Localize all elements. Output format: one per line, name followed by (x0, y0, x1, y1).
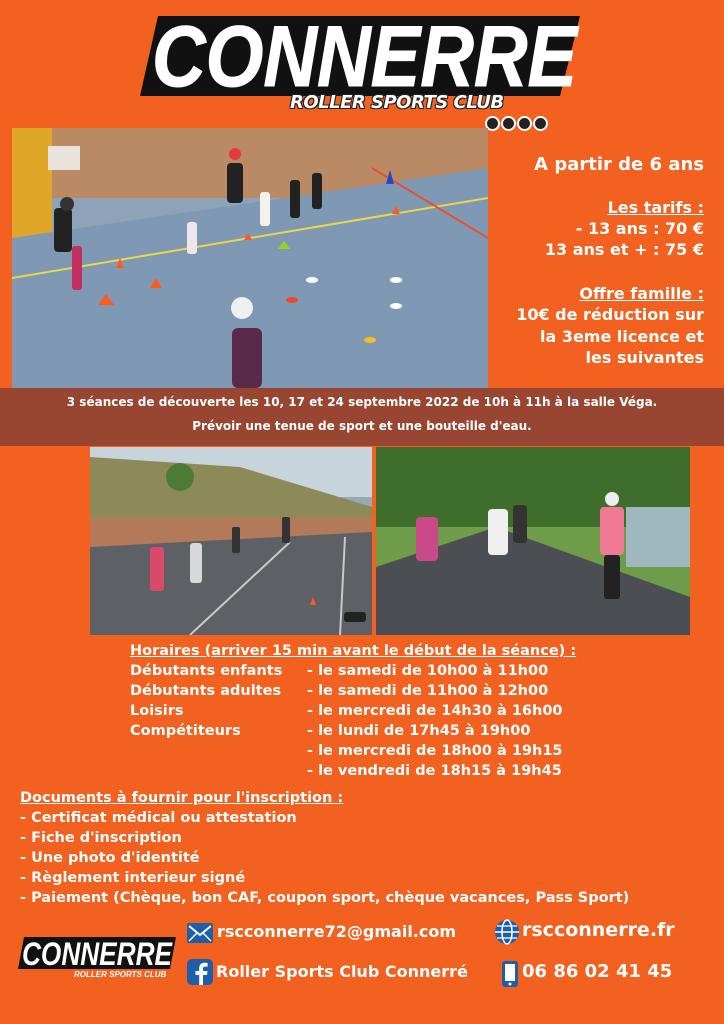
famille-line-2: la 3eme licence et (539, 327, 704, 346)
famille-line-3: les suivantes (585, 348, 704, 367)
famille-line-1: 10€ de réduction sur (516, 305, 704, 324)
document-item: - Certificat médical ou attestation (20, 810, 297, 826)
facebook-page[interactable]: Roller Sports Club Connerré (216, 962, 468, 981)
logo-subtitle: ROLLER SPORTS CLUB (290, 92, 504, 113)
outdoor-track-photo (90, 447, 372, 635)
schedule-group: Débutants adultes (130, 683, 282, 699)
club-logo (140, 8, 590, 120)
famille-title: Offre famille : (579, 284, 704, 303)
phone-icon (496, 960, 524, 988)
envelope-icon (186, 919, 214, 947)
footer-logo-subtitle: ROLLER SPORTS CLUB (74, 970, 167, 979)
schedule-time: - le vendredi de 18h15 à 19h45 (307, 763, 562, 779)
schedule-title: Horaires (arriver 15 min avant le début de la séance) : (130, 643, 577, 659)
park-skaters-photo (376, 447, 690, 635)
schedule-time: - le samedi de 10h00 à 11h00 (307, 663, 549, 679)
discovery-sessions-text: 3 séances de découverte les 10, 17 et 24 septembre 2022 de 10h à 11h à la salle Véga. (66, 395, 658, 409)
schedule-time: - le samedi de 11h00 à 12h00 (307, 683, 549, 699)
age-requirement: A partir de 6 ans (534, 154, 704, 175)
logo-wordmark (140, 8, 590, 98)
schedule-group: Compétiteurs (130, 723, 241, 739)
tarif-under-13: - 13 ans : 70 € (575, 219, 704, 238)
contact-email[interactable]: rscconnerre72@gmail.com (217, 922, 457, 941)
info-panel (488, 128, 724, 388)
schedule-time: - le lundi de 17h45 à 19h00 (307, 723, 531, 739)
schedule-time: - le mercredi de 14h30 à 16h00 (307, 703, 563, 719)
tarif-13-plus: 13 ans et + : 75 € (544, 240, 704, 259)
document-item: - Paiement (Chèque, bon CAF, coupon sport, chèque vacances, Pass Sport) (20, 890, 630, 906)
document-item: - Fiche d'inscription (20, 830, 182, 846)
tarifs-title: Les tarifs : (607, 198, 704, 217)
document-item: - Une photo d'identité (20, 850, 200, 866)
equipment-note: Prévoir une tenue de sport et une bouteille d'eau. (192, 419, 532, 433)
phone-number[interactable]: 06 86 02 41 45 (522, 961, 673, 982)
website-link[interactable]: rscconnerre.fr (522, 919, 675, 941)
globe-icon (493, 918, 521, 946)
schedule-time: - le mercredi de 18h00 à 19h15 (307, 743, 563, 759)
footer-logo-text: CONNERRE (22, 936, 174, 972)
facebook-icon (186, 958, 214, 986)
logo-text: CONNERRE (152, 9, 580, 98)
documents-title: Documents à fournir pour l'inscription : (20, 790, 344, 806)
document-item: - Règlement interieur signé (20, 870, 246, 886)
schedule-group: Débutants enfants (130, 663, 283, 679)
footer-logo (18, 935, 178, 981)
indoor-training-photo (12, 128, 488, 388)
schedule-group: Loisirs (130, 703, 184, 719)
discovery-banner (0, 388, 724, 446)
